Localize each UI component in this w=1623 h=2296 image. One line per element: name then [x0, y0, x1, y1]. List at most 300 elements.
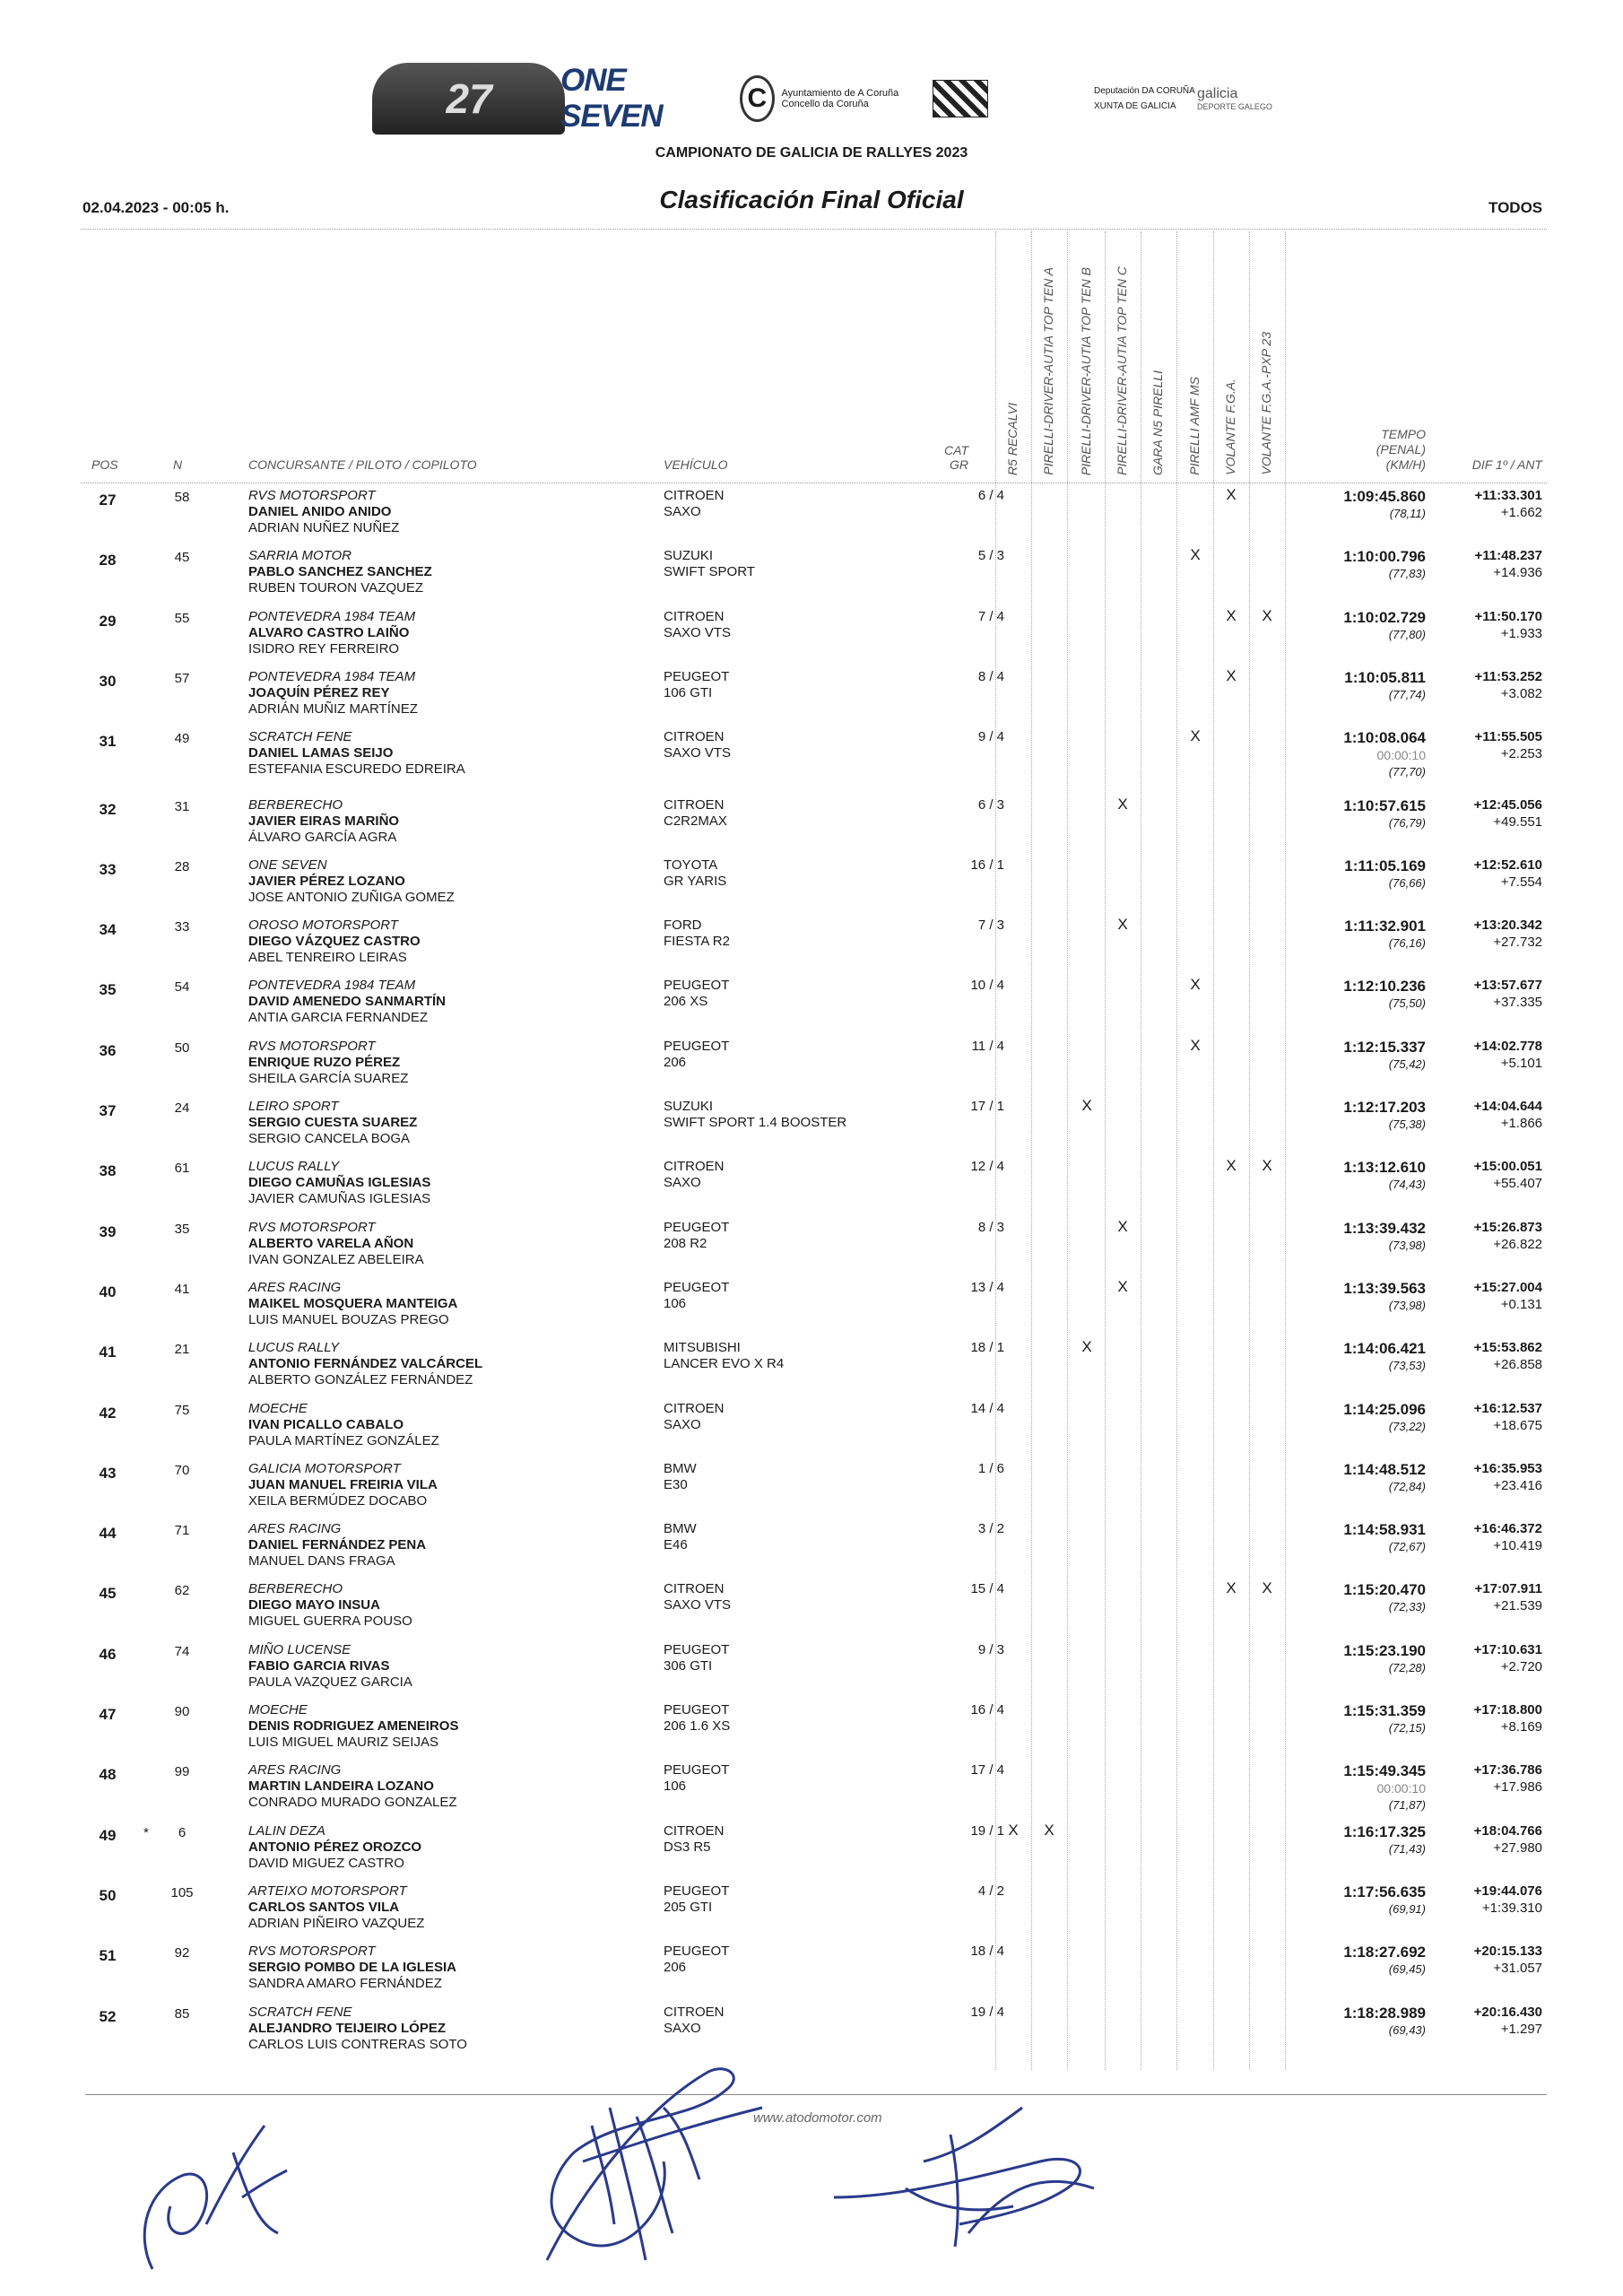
row-cat-gr: 15 / 4 — [970, 1581, 1004, 1596]
row-dif-first: +14:04.644 — [1473, 1099, 1542, 1114]
row-cat-gr: 9 / 4 — [977, 729, 1004, 744]
row-dif-first: +11:48.237 — [1474, 548, 1542, 563]
row-time: 1:15:31.359 — [1343, 1702, 1426, 1719]
row-driver: DENIS RODRIGUEZ AMENEIROS — [248, 1718, 459, 1734]
row-team: LALIN DEZA — [248, 1823, 325, 1839]
cup-header-3: PIRELLI-DRIVER-AUTIA TOP TEN C — [1115, 266, 1129, 475]
row-vehicle-model: SAXO — [664, 1175, 701, 1190]
row-penalty: 00:00:10 — [1376, 748, 1426, 762]
col-cat: CAT — [944, 443, 968, 457]
cup-header-0: R5 RECALVI — [1005, 403, 1020, 475]
row-driver: JUAN MANUEL FREIRIA VILA — [248, 1477, 438, 1492]
row-team: SCRATCH FENE — [248, 2005, 352, 2020]
row-vehicle-make: CITROEN — [664, 797, 725, 813]
row-speed: (72,15) — [1388, 1721, 1426, 1735]
row-position: 38 — [99, 1162, 117, 1179]
row-dif-previous: +27.980 — [1493, 1840, 1542, 1856]
row-codriver: ABEL TENREIRO LEIRAS — [248, 950, 407, 965]
row-team: GALICIA MOTORSPORT — [248, 1461, 401, 1476]
row-time: 1:15:49.345 — [1343, 1762, 1426, 1779]
row-vehicle-make: CITROEN — [664, 609, 725, 624]
table-row — [0, 1093, 1623, 1153]
col-tempo: TEMPO — [1381, 427, 1426, 441]
row-speed: (69,91) — [1388, 1902, 1426, 1916]
deporte-text: DEPORTE GALEGO — [1197, 102, 1272, 111]
row-position: 32 — [99, 801, 117, 818]
row-position: 52 — [99, 2008, 117, 2025]
row-cat-gr: 16 / 1 — [970, 857, 1004, 873]
row-time: 1:14:48.512 — [1343, 1461, 1426, 1478]
deputacion-text: Deputación DA CORUÑA — [1094, 86, 1195, 96]
row-vehicle-make: CITROEN — [664, 2005, 725, 2020]
table-row — [0, 1396, 1623, 1456]
concello-logo — [740, 63, 928, 135]
row-number: 74 — [174, 1644, 190, 1659]
concello-text: Ayuntamiento de A Coruña Concello da Coruña — [781, 88, 899, 109]
row-number: 41 — [174, 1282, 190, 1297]
row-speed: (72,28) — [1388, 1661, 1426, 1674]
row-dif-first: +17:36.786 — [1473, 1762, 1542, 1778]
row-team: ONE SEVEN — [248, 857, 327, 873]
row-vehicle-make: SUZUKI — [664, 1099, 714, 1114]
table-row — [0, 1214, 1623, 1274]
row-position: 35 — [99, 981, 117, 998]
table-row — [0, 1335, 1623, 1395]
fga-logo — [933, 63, 1085, 135]
row-vehicle-make: CITROEN — [664, 729, 725, 744]
row-speed: (75,50) — [1388, 996, 1426, 1010]
row-vehicle-model: SWIFT SPORT 1.4 BOOSTER — [664, 1115, 847, 1130]
row-position: 36 — [99, 1042, 117, 1059]
row-vehicle-model: 208 R2 — [664, 1236, 707, 1251]
row-vehicle-make: CITROEN — [664, 1581, 725, 1596]
row-time: 1:12:15.337 — [1343, 1039, 1426, 1056]
row-vehicle-model: 206 1.6 XS — [664, 1718, 731, 1734]
row-speed: (77,83) — [1388, 567, 1426, 580]
row-team: OROSO MOTORSPORT — [248, 918, 398, 933]
row-speed: (72,84) — [1388, 1480, 1426, 1493]
row-dif-previous: +2.253 — [1500, 746, 1542, 761]
row-codriver: CARLOS LUIS CONTRERAS SOTO — [248, 2037, 467, 2052]
row-driver: ANTONIO PÉREZ OROZCO — [248, 1839, 422, 1855]
row-number: 21 — [174, 1342, 190, 1357]
row-codriver: LUIS MIGUEL MAURIZ SEIJAS — [248, 1735, 438, 1750]
row-team: RVS MOTORSPORT — [248, 488, 376, 503]
row-speed: (71,87) — [1388, 1798, 1426, 1812]
table-row — [0, 912, 1623, 972]
row-dif-previous: +14.936 — [1493, 565, 1542, 580]
row-vehicle-model: DS3 R5 — [664, 1839, 711, 1855]
row-codriver: ADRIAN NUÑEZ NUÑEZ — [248, 520, 400, 535]
table-row — [0, 1637, 1623, 1697]
row-team: MIÑO LUCENSE — [248, 1642, 352, 1657]
row-number: 6 — [178, 1825, 187, 1840]
row-codriver: RUBEN TOURON VAZQUEZ — [248, 580, 424, 596]
table-row — [0, 1697, 1623, 1757]
row-dif-first: +13:57.677 — [1473, 978, 1542, 993]
row-cat-gr: 8 / 4 — [977, 669, 1004, 684]
row-dif-first: +12:45.056 — [1473, 797, 1542, 813]
row-driver: MAIKEL MOSQUERA MANTEIGA — [248, 1296, 458, 1311]
cup-mark: X — [1262, 1579, 1272, 1596]
row-team: PONTEVEDRA 1984 TEAM — [248, 669, 416, 684]
row-vehicle-make: PEUGEOT — [664, 669, 730, 684]
cup-header-4: GARA N5 PIRELLI — [1150, 370, 1165, 475]
row-dif-first: +11:53.252 — [1474, 669, 1542, 684]
row-number: 55 — [174, 611, 190, 626]
row-position: 30 — [99, 673, 117, 690]
row-number: 58 — [174, 490, 190, 505]
row-number: 71 — [174, 1523, 190, 1538]
row-position: 46 — [99, 1646, 117, 1663]
row-position: 27 — [99, 491, 117, 509]
row-position: 47 — [99, 1706, 117, 1723]
cup-mark: X — [1117, 1278, 1128, 1295]
row-codriver: DAVID MIGUEZ CASTRO — [248, 1856, 404, 1871]
row-cat-gr: 8 / 3 — [977, 1220, 1004, 1235]
row-dif-previous: +31.057 — [1493, 1961, 1542, 1976]
table-row — [0, 1818, 1623, 1878]
row-cat-gr: 13 / 4 — [970, 1280, 1004, 1295]
row-time: 1:13:39.563 — [1343, 1280, 1426, 1297]
row-driver: SERGIO POMBO DE LA IGLESIA — [248, 1960, 456, 1975]
row-time: 1:16:17.325 — [1343, 1823, 1426, 1840]
row-speed: (69,45) — [1388, 1962, 1426, 1976]
row-driver: DAVID AMENEDO SANMARTÍN — [248, 994, 446, 1009]
row-cat-gr: 10 / 4 — [970, 978, 1004, 993]
row-position: 50 — [99, 1887, 117, 1904]
row-cat-gr: 3 / 2 — [977, 1521, 1004, 1536]
cup-mark: X — [1190, 546, 1201, 563]
row-position: 48 — [99, 1766, 117, 1783]
row-number: 70 — [174, 1463, 190, 1478]
row-speed: (77,80) — [1388, 628, 1426, 641]
row-position: 49 — [99, 1827, 117, 1844]
row-speed: (75,42) — [1388, 1057, 1426, 1071]
row-position: 37 — [99, 1102, 117, 1119]
page-title: Clasificación Final Oficial — [659, 186, 964, 213]
scope-label: TODOS — [1488, 199, 1543, 216]
row-team: LUCUS RALLY — [248, 1159, 340, 1174]
row-dif-first: +16:35.953 — [1473, 1461, 1542, 1476]
row-number: 99 — [174, 1764, 190, 1779]
galicia-text: galicia — [1197, 86, 1238, 101]
website-footer: www.atodomotor.com — [753, 2110, 882, 2126]
row-dif-previous: +18.675 — [1493, 1418, 1542, 1433]
row-vehicle-make: PEUGEOT — [664, 1642, 730, 1657]
row-cat-gr: 14 / 4 — [970, 1401, 1004, 1416]
row-cat-gr: 18 / 4 — [970, 1944, 1004, 1959]
cup-mark: X — [1081, 1097, 1092, 1114]
cup-header-1: PIRELLI-DRIVER-AUTIA TOP TEN A — [1041, 267, 1055, 475]
row-dif-first: +15:26.873 — [1473, 1220, 1542, 1235]
row-driver: JOAQUÍN PÉREZ REY — [248, 685, 390, 700]
table-row — [0, 1033, 1623, 1093]
row-dif-previous: +1.297 — [1500, 2022, 1542, 2037]
row-time: 1:18:28.989 — [1343, 2005, 1426, 2022]
row-vehicle-make: FORD — [664, 918, 702, 933]
row-driver: ALEJANDRO TEIJEIRO LÓPEZ — [248, 2021, 447, 2036]
row-codriver: PAULA MARTÍNEZ GONZÁLEZ — [248, 1433, 439, 1448]
row-vehicle-model: C2R2MAX — [664, 813, 727, 829]
row-speed: (76,66) — [1388, 876, 1426, 890]
row-speed: (76,16) — [1388, 936, 1426, 950]
row-time: 1:17:56.635 — [1343, 1883, 1426, 1900]
row-driver: DANIEL ANIDO ANIDO — [248, 504, 392, 519]
row-dif-first: +16:46.372 — [1473, 1521, 1542, 1536]
row-vehicle-make: PEUGEOT — [664, 1039, 730, 1054]
signature-3 — [825, 2099, 1121, 2251]
row-driver: IVAN PICALLO CABALO — [248, 1417, 404, 1432]
signature-2 — [457, 2054, 780, 2269]
row-team: BERBERECHO — [248, 797, 343, 813]
checkered-flag-icon — [933, 80, 988, 117]
row-speed: (73,98) — [1388, 1299, 1426, 1312]
row-team: BERBERECHO — [248, 1581, 343, 1596]
row-vehicle-make: CITROEN — [664, 488, 725, 503]
row-vehicle-model: 206 — [664, 1960, 687, 1975]
col-pos: POS — [91, 457, 118, 472]
row-vehicle-make: TOYOTA — [664, 857, 718, 873]
cup-mark: X — [1190, 1037, 1201, 1054]
row-position: 42 — [99, 1405, 117, 1422]
row-cat-gr: 6 / 3 — [977, 797, 1004, 813]
row-vehicle-model: SAXO VTS — [664, 745, 732, 761]
row-vehicle-model: 206 — [664, 1055, 687, 1070]
row-vehicle-make: PEUGEOT — [664, 1702, 730, 1718]
row-driver: DIEGO CAMUÑAS IGLESIAS — [248, 1175, 431, 1190]
row-codriver: LUIS MANUEL BOUZAS PREGO — [248, 1312, 449, 1327]
row-dif-previous: +3.082 — [1500, 686, 1542, 701]
row-team: SCRATCH FENE — [248, 729, 352, 744]
row-cat-gr: 18 / 1 — [970, 1340, 1004, 1355]
row-team: PONTEVEDRA 1984 TEAM — [248, 609, 416, 624]
row-dif-first: +11:33.301 — [1474, 488, 1542, 503]
row-position: 40 — [99, 1283, 117, 1300]
row-vehicle-model: LANCER EVO X R4 — [664, 1356, 785, 1371]
row-time: 1:11:32.901 — [1344, 918, 1426, 935]
row-time: 1:10:08.064 — [1343, 729, 1426, 746]
row-cat-gr: 12 / 4 — [970, 1159, 1004, 1174]
row-dif-previous: +1.866 — [1500, 1116, 1542, 1131]
row-team: ARES RACING — [248, 1521, 342, 1536]
col-n: N — [173, 457, 183, 472]
col-gr: GR — [950, 457, 968, 472]
row-cat-gr: 7 / 4 — [977, 609, 1004, 624]
row-codriver: ADRIAN PIÑEIRO VAZQUEZ — [248, 1916, 425, 1931]
cup-mark: X — [1117, 1218, 1128, 1235]
row-number: 57 — [174, 671, 190, 686]
row-speed: (76,79) — [1388, 816, 1426, 830]
row-vehicle-model: 206 XS — [664, 994, 708, 1009]
cup-mark: X — [1262, 607, 1272, 624]
row-driver: ENRIQUE RUZO PÉREZ — [248, 1055, 401, 1070]
row-position: 29 — [99, 613, 117, 630]
row-time: 1:10:05.811 — [1344, 669, 1426, 686]
cup-mark: X — [1226, 607, 1237, 624]
table-row — [0, 972, 1623, 1032]
row-driver: DIEGO MAYO INSUA — [248, 1597, 380, 1613]
divider — [81, 229, 1547, 230]
row-dif-previous: +7.554 — [1500, 874, 1542, 890]
row-vehicle-model: SAXO — [664, 2021, 701, 2036]
row-driver: DIEGO VÁZQUEZ CASTRO — [248, 934, 421, 949]
row-dif-first: +17:10.631 — [1473, 1642, 1542, 1657]
row-driver: DANIEL FERNÁNDEZ PENA — [248, 1537, 427, 1552]
row-vehicle-make: BMW — [664, 1461, 697, 1476]
cup-mark: X — [1008, 1822, 1019, 1839]
row-driver: JAVIER EIRAS MARIÑO — [248, 813, 400, 829]
table-row — [0, 543, 1623, 603]
row-team: MOECHE — [248, 1401, 308, 1416]
row-dif-first: +15:00.051 — [1473, 1159, 1542, 1174]
row-time: 1:14:25.096 — [1343, 1401, 1426, 1418]
row-time: 1:13:39.432 — [1343, 1220, 1426, 1237]
row-codriver: SANDRA AMARO FERNÁNDEZ — [248, 1976, 442, 1991]
row-vehicle-make: BMW — [664, 1521, 697, 1536]
row-speed: (72,67) — [1388, 1540, 1426, 1553]
row-time: 1:14:06.421 — [1343, 1340, 1426, 1357]
cup-header-6: VOLANTE F.G.A. — [1223, 378, 1237, 475]
table-row — [0, 792, 1623, 852]
cup-mark: X — [1226, 1157, 1237, 1174]
row-driver: ANTONIO FERNÁNDEZ VALCÁRCEL — [248, 1356, 483, 1371]
row-cat-gr: 7 / 3 — [977, 918, 1004, 933]
cup-mark: X — [1190, 976, 1201, 993]
row-codriver: SERGIO CANCELA BOGA — [248, 1131, 411, 1146]
row-dif-first: +12:52.610 — [1473, 857, 1542, 873]
row-dif-previous: +55.407 — [1493, 1176, 1542, 1191]
row-time: 1:13:12.610 — [1343, 1159, 1426, 1176]
concello-c-icon: C — [740, 75, 775, 122]
row-codriver: ANTIA GARCIA FERNANDEZ — [248, 1010, 429, 1025]
row-dif-previous: +0.131 — [1500, 1297, 1542, 1312]
row-dif-first: +17:07.911 — [1474, 1581, 1542, 1596]
row-number: 31 — [174, 799, 190, 814]
row-dif-previous: +23.416 — [1493, 1478, 1542, 1493]
cup-mark: X — [1117, 916, 1128, 933]
row-position: 34 — [99, 921, 117, 938]
row-team: MOECHE — [248, 1702, 308, 1718]
row-position: 33 — [99, 861, 117, 878]
row-speed: (78,11) — [1389, 507, 1426, 520]
row-vehicle-model: E46 — [664, 1537, 688, 1552]
row-vehicle-model: 106 — [664, 1296, 687, 1311]
row-vehicle-model: SWIFT SPORT — [664, 564, 755, 579]
row-dif-first: +11:50.170 — [1474, 609, 1542, 624]
row-number: 75 — [174, 1403, 190, 1418]
row-dif-previous: +26.858 — [1493, 1357, 1542, 1372]
cup-mark: X — [1081, 1338, 1092, 1355]
row-dif-previous: +10.419 — [1493, 1538, 1542, 1553]
table-row — [0, 1757, 1623, 1817]
row-time: 1:10:02.729 — [1343, 609, 1426, 626]
row-speed: (77,74) — [1388, 688, 1426, 701]
row-dif-first: +20:16.430 — [1473, 2005, 1542, 2020]
row-dif-previous: +37.335 — [1493, 995, 1542, 1010]
row-team: RVS MOTORSPORT — [248, 1039, 376, 1054]
row-driver: FABIO GARCIA RIVAS — [248, 1658, 390, 1674]
row-time: 1:11:05.169 — [1344, 857, 1426, 874]
signature-1 — [99, 2090, 314, 2278]
row-vehicle-model: 306 GTI — [664, 1658, 713, 1674]
row-codriver: ÁLVARO GARCÍA AGRA — [248, 830, 397, 845]
row-dif-previous: +17.986 — [1493, 1779, 1542, 1795]
row-cat-gr: 11 / 4 — [971, 1039, 1004, 1054]
row-dif-previous: +21.539 — [1493, 1598, 1542, 1613]
cup-mark: X — [1044, 1822, 1055, 1839]
col-penal: (PENAL) — [1376, 442, 1426, 457]
row-speed: (69,43) — [1388, 2023, 1426, 2037]
cup-header-2: PIRELLI-DRIVER-AUTIA TOP TEN B — [1079, 266, 1093, 475]
table-row — [0, 483, 1623, 543]
deputacion-logo — [1094, 63, 1211, 135]
table-row — [0, 1878, 1623, 1938]
table-row — [0, 1938, 1623, 1998]
row-number: 33 — [174, 919, 190, 935]
row-driver: ALBERTO VARELA AÑON — [248, 1236, 414, 1251]
cup-mark: X — [1226, 1579, 1237, 1596]
row-dif-first: +14:02.778 — [1473, 1039, 1542, 1054]
row-vehicle-make: MITSUBISHI — [664, 1340, 741, 1355]
row-cat-gr: 5 / 3 — [977, 548, 1004, 563]
row-time: 1:15:20.470 — [1343, 1581, 1426, 1598]
col-vehicle: VEHÍCULO — [664, 457, 728, 472]
row-vehicle-make: PEUGEOT — [664, 1762, 730, 1778]
row-dif-previous: +49.551 — [1493, 814, 1542, 830]
row-codriver: XEILA BERMÚDEZ DOCABO — [248, 1493, 428, 1509]
row-penalty: 00:00:10 — [1376, 1781, 1426, 1796]
row-vehicle-make: CITROEN — [664, 1159, 725, 1174]
row-vehicle-model: SAXO — [664, 504, 701, 519]
row-number: 49 — [174, 731, 190, 746]
row-dif-first: +16:12.537 — [1473, 1401, 1542, 1416]
row-number: 28 — [174, 859, 190, 874]
row-number: 105 — [170, 1885, 194, 1900]
row-time: 1:12:10.236 — [1343, 978, 1426, 995]
date-time: 02.04.2023 - 00:05 h. — [82, 199, 230, 216]
row-driver: SERGIO CUESTA SUAREZ — [248, 1115, 418, 1130]
row-driver: DANIEL LAMAS SEIJO — [248, 745, 394, 761]
row-time: 1:10:57.615 — [1343, 797, 1426, 814]
row-speed: (75,38) — [1388, 1118, 1426, 1131]
row-team: SARRIA MOTOR — [248, 548, 352, 563]
row-team: LUCUS RALLY — [248, 1340, 340, 1355]
table-row — [0, 1576, 1623, 1636]
row-codriver: ISIDRO REY FERREIRO — [248, 641, 400, 657]
table-row — [0, 1999, 1623, 2059]
row-dif-first: +13:20.342 — [1473, 918, 1542, 933]
cup-mark: X — [1190, 727, 1201, 744]
row-cat-gr: 1 / 6 — [977, 1461, 1004, 1476]
col-competitor: CONCURSANTE / PILOTO / COPILOTO — [248, 457, 477, 472]
row-speed: (72,33) — [1388, 1600, 1426, 1613]
row-position: 51 — [99, 1947, 117, 1964]
row-dif-previous: +8.169 — [1500, 1719, 1542, 1735]
row-dif-first: +18:04.766 — [1473, 1823, 1542, 1839]
row-cat-gr: 17 / 4 — [970, 1762, 1004, 1778]
row-dif-first: +15:53.862 — [1473, 1340, 1542, 1355]
cup-mark: X — [1226, 486, 1237, 503]
row-vehicle-make: PEUGEOT — [664, 1883, 730, 1899]
row-dif-first: +19:44.076 — [1473, 1883, 1542, 1899]
row-speed: (74,43) — [1388, 1178, 1426, 1191]
row-dif-previous: +26.822 — [1493, 1237, 1542, 1252]
row-team: PONTEVEDRA 1984 TEAM — [248, 978, 416, 993]
row-speed: (77,70) — [1388, 765, 1426, 778]
row-number: 90 — [174, 1704, 190, 1719]
row-vehicle-make: SUZUKI — [664, 548, 714, 563]
